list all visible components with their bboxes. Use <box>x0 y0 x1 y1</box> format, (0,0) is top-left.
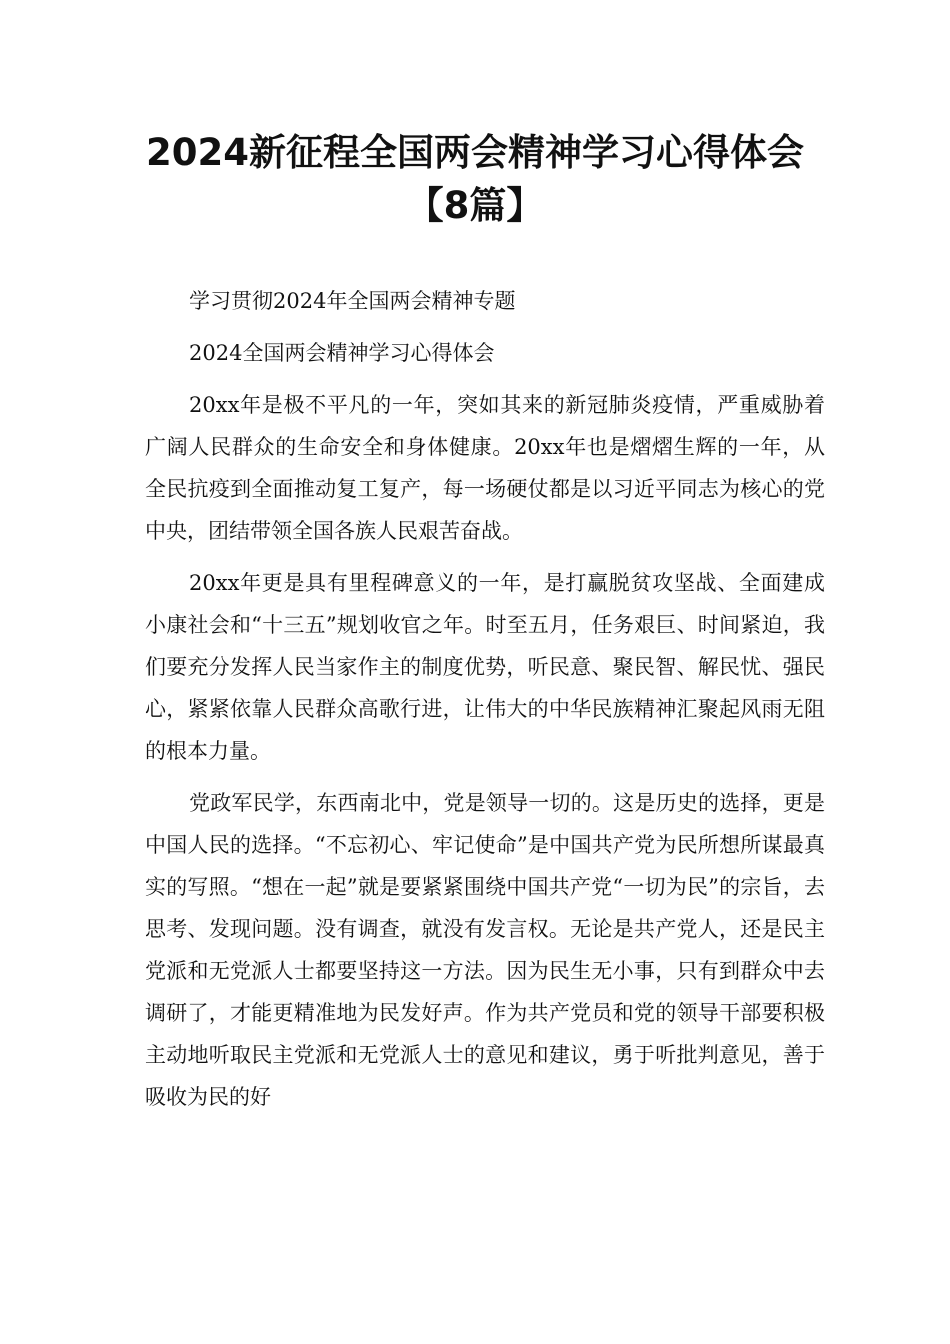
title-line-2: 【8篇】 <box>406 184 544 227</box>
paragraph-2: 20xx年更是具有里程碑意义的一年，是打赢脱贫攻坚战、全面建成小康社会和“十三五”规划收官之年。时至五月，任务艰巨、时间紧迫，我们要充分发挥人民当家作主的制度优势，听民意、聚民智、解民忧、强民心，紧紧依靠人民群众高歌行进，让伟大的中华民族精神汇聚起风雨无阻的根本力量。 <box>145 571 825 763</box>
document-body <box>145 280 825 1128</box>
paragraph-subtitle-1: 学习贯彻2024年全国两会精神专题 <box>189 289 516 313</box>
document-title <box>0 126 950 232</box>
title-line-1: 2024新征程全国两会精神学习心得体会 <box>146 131 804 174</box>
paragraph-1: 20xx年是极不平凡的一年，突如其来的新冠肺炎疫情，严重威胁着广阔人民群众的生命安全和身体健康。20xx年也是熠熠生辉的一年，从全民抗疫到全面推动复工复产，每一场硬仗都是以习近平同志为核心的党中央，团结带领全国各族人民艰苦奋战。 <box>145 393 825 543</box>
paragraph-subtitle-2: 2024全国两会精神学习心得体会 <box>189 341 495 365</box>
paragraph-3: 党政军民学，东西南北中，党是领导一切的。这是历史的选择，更是中国人民的选择。“不忘初心、牢记使命”是中国共产党为民所想所谋最真实的写照。“想在一起”就是要紧紧围绕中国共产党“一切为民”的宗旨，去思考、发现问题。没有调查，就没有发言权。无论是共产党人，还是民主党派和无党派人士都要坚持这一方法。因为民生无小事，只有到群众中去调研了，才能更精准地为民发好声。作为共产党员和党的领导干部要积极主动地听取民主党派和无党派人士的意见和建议，勇于听批判意见，善于吸收为民的好 <box>145 791 825 1109</box>
